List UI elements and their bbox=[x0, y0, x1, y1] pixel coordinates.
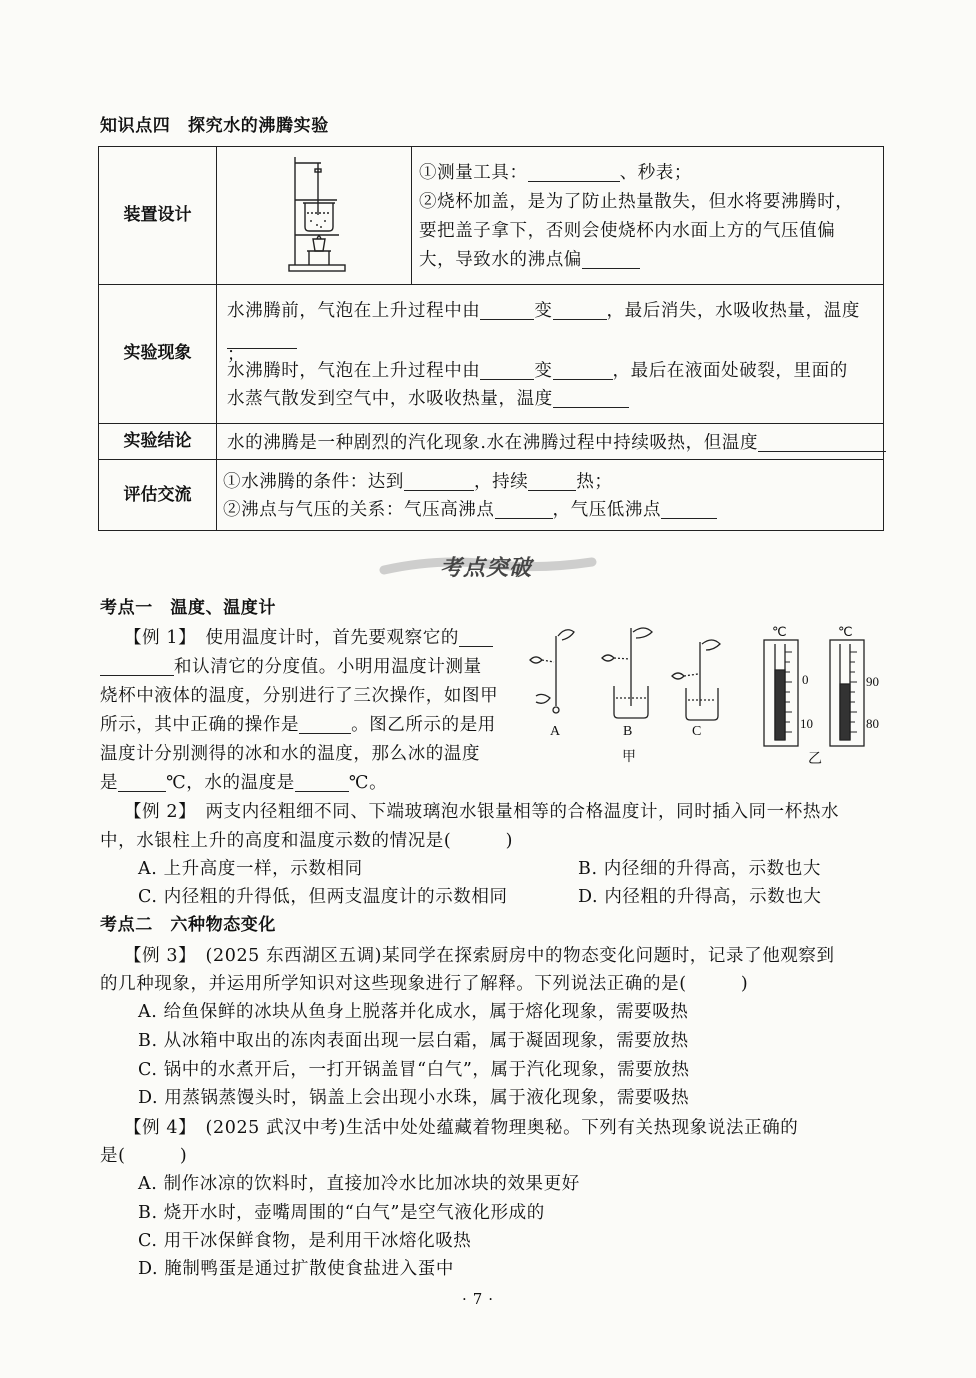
ex4-option-c[interactable]: C. 用干冰保鲜食物，是利用干冰熔化吸热 bbox=[138, 1231, 472, 1251]
ex2-option-d[interactable]: D. 内径粗的升得高，示数也大 bbox=[578, 887, 822, 907]
ex3-option-c[interactable]: C. 锅中的水煮开后，一打开锅盖冒“白气”，属于汽化现象，需要放热 bbox=[138, 1060, 690, 1080]
ex2-line2: 中，水银柱上升的高度和温度示数的情况是( ) bbox=[100, 831, 514, 851]
topic1-title: 考点一 温度、温度计 bbox=[100, 598, 276, 618]
thermometer-drawing bbox=[520, 622, 892, 772]
scale1-top: 0 bbox=[802, 672, 809, 687]
ex4-option-b[interactable]: B. 烧开水时，壶嘴周围的“白气”是空气液化形成的 bbox=[138, 1203, 545, 1223]
ex4-option-d[interactable]: D. 腌制鸭蛋是通过扩散使食盐进入蛋中 bbox=[138, 1259, 454, 1279]
blank-reach[interactable] bbox=[404, 472, 474, 491]
blank-ex1-range-a[interactable] bbox=[459, 628, 493, 647]
blank-during-from[interactable] bbox=[480, 361, 534, 380]
ex3-option-d[interactable]: D. 用蒸锅蒸馒头时，锅盖上会出现小水珠，属于液化现象，需要吸热 bbox=[138, 1088, 690, 1108]
unit-2: ℃ bbox=[838, 624, 853, 639]
blank-during-to[interactable] bbox=[553, 361, 613, 380]
ex3-line2: 的几种现象，并运用所学知识对这些现象进行了解释。下列说法正确的是( ) bbox=[100, 974, 749, 994]
ex2-option-b[interactable]: B. 内径细的升得高，示数也大 bbox=[578, 859, 821, 879]
ex4-line1: 【例 4】 (2025 武汉中考)生活中处处蕴藏着物理奥秘。下列有关热现象说法正确的 bbox=[124, 1118, 799, 1138]
ex1-line1: 【例 1】 使用温度计时，首先要观察它的 bbox=[124, 628, 459, 648]
ex2-option-a[interactable]: A. 上升高度一样，示数相同 bbox=[138, 859, 363, 879]
scale1-bottom: 10 bbox=[800, 716, 813, 731]
label-yi: 乙 bbox=[808, 752, 822, 767]
blank-ex1-correct[interactable] bbox=[299, 715, 351, 734]
tool-text: ①测量工具： bbox=[419, 163, 528, 183]
blank-conclusion[interactable] bbox=[758, 433, 886, 452]
label-jia: 甲 bbox=[622, 750, 636, 765]
lid-text-1: ②烧杯加盖，是为了防止热量散失，但水将要沸腾时， bbox=[419, 192, 854, 212]
scale2-top: 90 bbox=[866, 674, 879, 689]
ex3-option-a[interactable]: A. 给鱼保鲜的冰块从鱼身上脱落并化成水，属于熔化现象，需要吸热 bbox=[138, 1002, 689, 1022]
blank-ice-temp[interactable] bbox=[118, 773, 166, 792]
blank-water-temp[interactable] bbox=[295, 773, 349, 792]
thermometer-figures bbox=[520, 622, 892, 772]
label-c: C bbox=[692, 724, 702, 739]
row-head-apparatus: 装置设计 bbox=[123, 205, 192, 225]
blank-tool[interactable] bbox=[528, 163, 620, 182]
blank-before-from[interactable] bbox=[480, 301, 534, 320]
blank-during-temp[interactable] bbox=[553, 389, 629, 408]
blank-ex1-range-b[interactable] bbox=[100, 657, 174, 676]
scale2-bottom: 80 bbox=[866, 716, 879, 731]
ex1-line3: 烧杯中液体的温度，分别进行了三次操作，如图甲 bbox=[100, 686, 499, 706]
lid-text-3: 大，导致水的沸点偏 bbox=[419, 250, 582, 270]
unit-1: ℃ bbox=[772, 624, 787, 639]
section-title: 知识点四 探究水的沸腾实验 bbox=[100, 116, 329, 136]
row-head-phenomenon: 实验现象 bbox=[123, 343, 192, 363]
blank-continue[interactable] bbox=[528, 472, 576, 491]
page-number: · 7 · bbox=[462, 1290, 494, 1308]
ex3-option-b[interactable]: B. 从冰箱中取出的冻肉表面出现一层白霜，属于凝固现象，需要放热 bbox=[138, 1031, 689, 1051]
blank-boiling-point[interactable] bbox=[582, 250, 640, 269]
label-b: B bbox=[623, 724, 633, 739]
topic2-title: 考点二 六种物态变化 bbox=[100, 915, 276, 935]
ex2-option-c[interactable]: C. 内径粗的升得低，但两支温度计的示数相同 bbox=[138, 887, 508, 907]
blank-low-pressure[interactable] bbox=[661, 500, 717, 519]
ex4-line2: 是( ) bbox=[100, 1146, 188, 1166]
lid-text-2: 要把盖子拿下，否则会使烧杯内水面上方的气压值偏 bbox=[419, 221, 836, 241]
banner-title: 考点突破 bbox=[440, 556, 533, 581]
blank-high-pressure[interactable] bbox=[495, 500, 553, 519]
ex1-line5: 温度计分别测得的冰和水的温度，那么冰的温度 bbox=[100, 744, 481, 764]
row-head-conclusion: 实验结论 bbox=[123, 431, 192, 451]
boiling-apparatus-figure bbox=[287, 155, 349, 273]
label-a: A bbox=[550, 724, 561, 739]
ex3-line1: 【例 3】 (2025 东西湖区五调)某同学在探索厨房中的物态变化问题时，记录了他观察到 bbox=[124, 946, 835, 966]
ex4-option-a[interactable]: A. 制作冰凉的饮料时，直接加冷水比加冰块的效果更好 bbox=[138, 1174, 580, 1194]
ex2-line1: 【例 2】 两支内径粗细不同、下端玻璃泡水银量相等的合格温度计，同时插入同一杯热水 bbox=[124, 802, 840, 822]
knowledge-table: 装置设计 实验现象 实验结论 评估交流 ①测量工具： 、秒表； ②烧杯加盖，是为了防止热量散失，但水将要沸腾时， 要把盖子拿下，否则会使烧杯内水面上方的气压值偏 大，导致水的沸点偏 水沸腾前，气泡在上升过程中由 变 ，最后消失，水吸收热量，温度 ； 水沸腾时，气泡在上升过程中由 变 ，最后在液面处破裂，里面的 水蒸气散发到空气中，水吸收热量，温度 水的沸腾是一种剧烈的汽化现象.水在沸腾过程中持续吸热，但温度 ①水沸腾的条件：达到 ，持续 热； ②沸点与气压的关系：气压高沸点 ，气压低沸点 bbox=[98, 146, 884, 531]
section-banner bbox=[378, 548, 598, 584]
row-head-evaluation: 评估交流 bbox=[123, 485, 192, 505]
blank-before-to[interactable] bbox=[553, 301, 607, 320]
